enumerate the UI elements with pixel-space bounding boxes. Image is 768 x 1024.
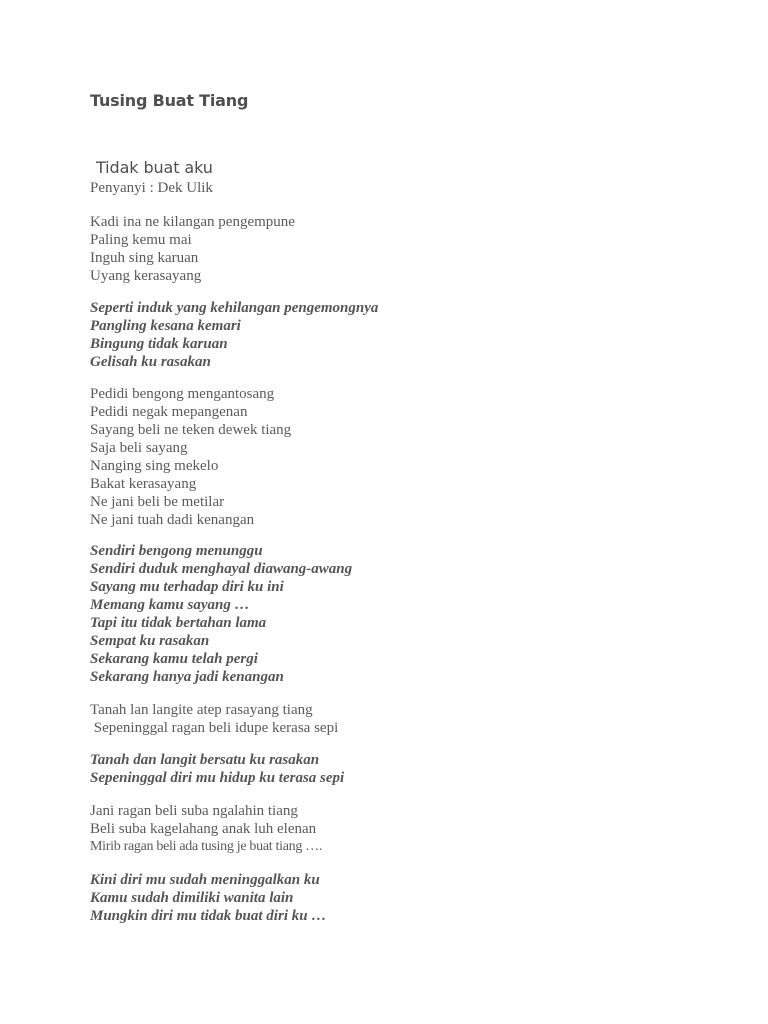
lyric-line: Mungkin diri mu tidak buat diri ku … [90, 908, 327, 924]
lyric-line: Paling kemu mai [90, 232, 192, 248]
lyric-line: Sempat ku rasakan [90, 633, 210, 649]
lyric-line: Tanah lan langite atep rasayang tiang [90, 702, 313, 718]
lyric-line: Sendiri bengong menunggu [90, 543, 263, 559]
lyric-line: Sendiri duduk menghayal diawang-awang [90, 561, 353, 577]
stanza-balinese-1 [90, 213, 295, 285]
stanza-balinese-2 [90, 385, 291, 529]
lyric-line: Kamu sudah dimiliki wanita lain [90, 890, 294, 906]
lyric-line: Sekarang kamu telah pergi [90, 651, 258, 667]
lyric-line: Bingung tidak karuan [90, 336, 228, 352]
lyric-line: Seperti induk yang kehilangan pengemongnya [90, 300, 379, 316]
lyric-line: Memang kamu sayang … [90, 597, 250, 613]
singer-credit: Penyanyi : Dek Ulik [90, 180, 213, 196]
lyric-line: Tapi itu tidak bertahan lama [90, 615, 267, 631]
lyric-line: Ne jani tuah dadi kenangan [90, 512, 255, 528]
lyric-line: Kadi ina ne kilangan pengempune [90, 214, 295, 230]
lyric-line: Saja beli sayang [90, 440, 188, 456]
stanza-translation-3 [90, 751, 344, 787]
lyric-line: Bakat kerasayang [90, 476, 197, 492]
lyric-line: Sekarang hanya jadi kenangan [90, 669, 284, 685]
lyric-line: Kini diri mu sudah meninggalkan ku [90, 872, 320, 888]
lyric-line: Sayang beli ne teken dewek tiang [90, 422, 292, 438]
song-title: Tusing Buat Tiang [90, 91, 249, 110]
lyric-line: Uyang kerasayang [90, 268, 202, 284]
lyric-line: Beli suba kagelahang anak luh elenan [90, 821, 317, 837]
lyric-line: Sepeninggal diri mu hidup ku terasa sepi [90, 770, 345, 786]
stanza-translation-1 [90, 299, 378, 371]
lyric-line: Jani ragan beli suba ngalahin tiang [90, 803, 298, 819]
lyric-line: Gelisah ku rasakan [90, 354, 211, 370]
lyric-line: Ne jani beli be metilar [90, 494, 225, 510]
lyric-line: Inguh sing karuan [90, 250, 199, 266]
lyric-line: Pedidi negak mepangenan [90, 404, 248, 420]
lyric-line: Mirib ragan beli ada tusing je buat tiang …. [90, 839, 323, 854]
lyric-line: Tanah dan langit bersatu ku rasakan [90, 752, 320, 768]
lyric-line: Pangling kesana kemari [90, 318, 241, 334]
stanza-translation-2 [90, 542, 352, 686]
stanza-balinese-4 [90, 802, 322, 856]
lyric-line: Sepeninggal ragan beli idupe kerasa sepi [90, 720, 339, 736]
stanza-translation-4 [90, 871, 326, 925]
lyric-line: Sayang mu terhadap diri ku ini [90, 579, 284, 595]
lyric-line: Pedidi bengong mengantosang [90, 386, 275, 402]
song-subtitle: Tidak buat aku [96, 158, 213, 177]
lyric-line: Nanging sing mekelo [90, 458, 219, 474]
stanza-balinese-3 [90, 701, 338, 737]
